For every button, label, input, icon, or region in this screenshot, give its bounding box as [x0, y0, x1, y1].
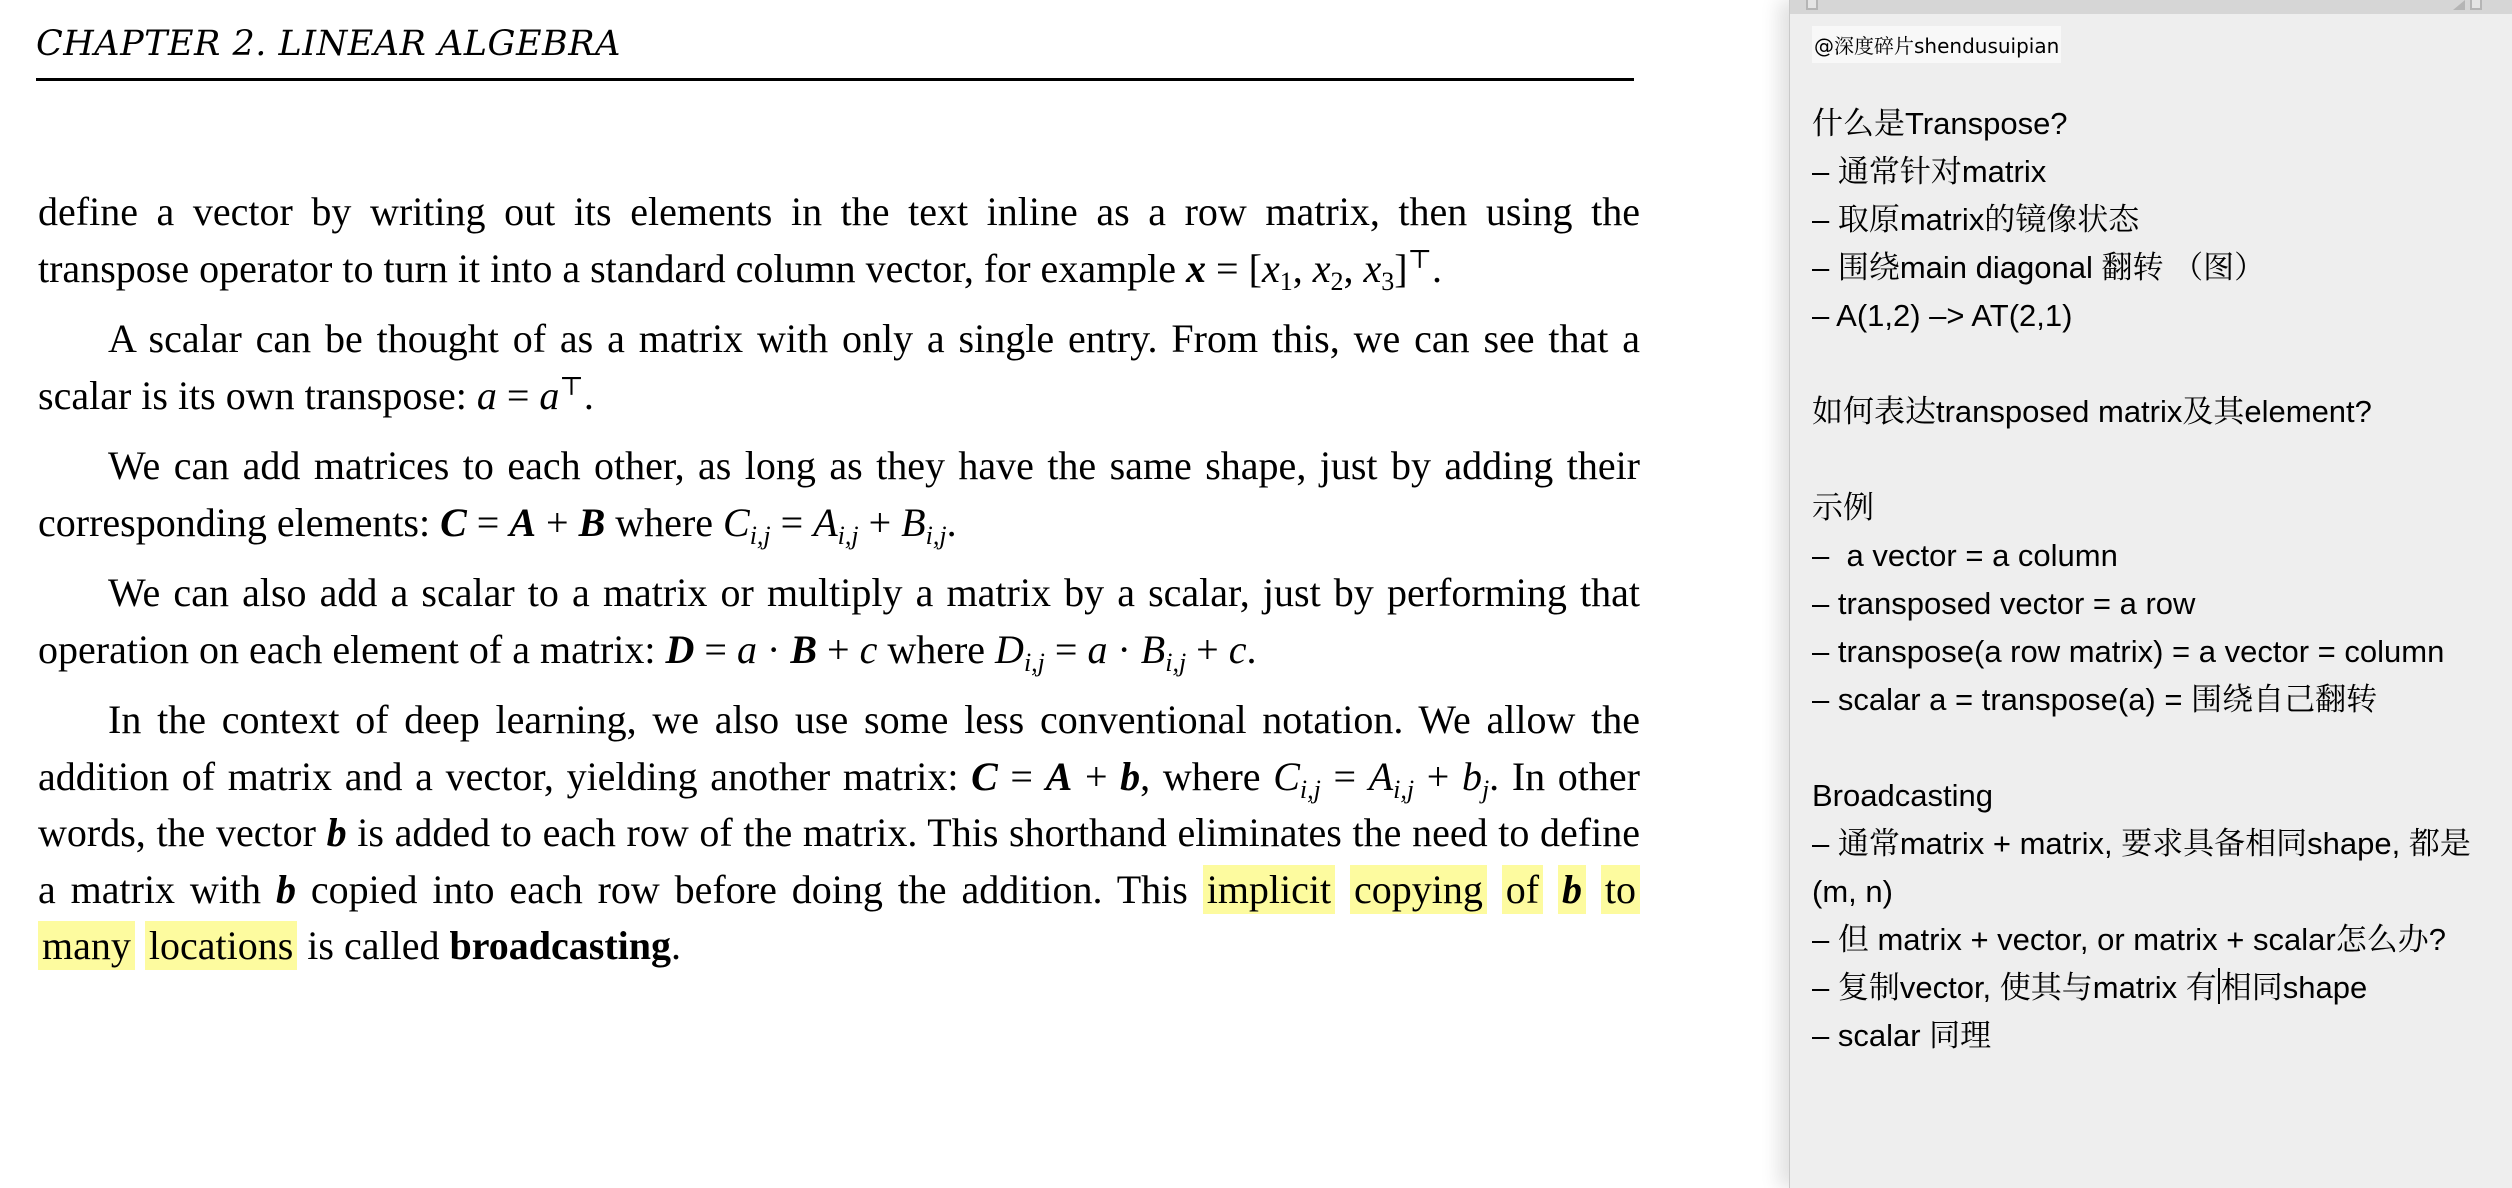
math-Bij: B [1140, 626, 1166, 672]
note-line[interactable]: 什么是Transpose? [1812, 106, 2068, 141]
note-line[interactable] [1812, 724, 2492, 772]
note-line[interactable] [1812, 436, 2492, 484]
note-line[interactable]: – 通常针对matrix [1812, 154, 2047, 189]
math-a: a [736, 626, 757, 672]
close-icon[interactable] [1806, 0, 1818, 10]
subscript: i,j [749, 520, 771, 550]
math-a: a [539, 372, 560, 418]
math-a: a [476, 372, 497, 418]
math-sep: , [1292, 245, 1313, 291]
math-x: x [1186, 245, 1207, 291]
math-Cij: C [1273, 753, 1300, 799]
subscript: 3 [1381, 266, 1395, 296]
highlighted-word[interactable]: many [38, 921, 135, 970]
note-line[interactable]: 示例 [1812, 490, 1874, 525]
running-head: CHAPTER 2. LINEAR ALGEBRA [36, 24, 621, 64]
math-c: c [859, 626, 878, 672]
resize-icon[interactable] [2453, 0, 2465, 10]
note-line[interactable]: – scalar a = transpose(a) = 围绕自己翻转 [1812, 682, 2378, 717]
subscript: i,j [1023, 647, 1045, 677]
math-eq: = [694, 626, 737, 672]
text: define a vector by writing out its elements in the text inline as a row matrix, then using the transpose operator to turn it into a standard column vector, for example [38, 189, 1640, 291]
text: where [877, 626, 996, 672]
transpose-symbol: ⊤ [1407, 244, 1433, 274]
period: . [1246, 626, 1257, 672]
term-broadcasting: broadcasting [449, 923, 671, 968]
period: . [583, 372, 594, 418]
math-Cij: C [723, 499, 750, 545]
period: . [671, 923, 681, 968]
text-caret [2218, 968, 2220, 1004]
watermark-label: @深度碎片shendusuipian [1812, 26, 2061, 63]
note-line[interactable]: – 但 matrix + vector, or matrix + scalar怎么办? [1812, 922, 2446, 957]
math-C: C [440, 499, 467, 545]
math-x2: x [1312, 245, 1331, 291]
text: is called [297, 923, 450, 968]
paragraph-vector-definition [38, 184, 1640, 297]
math-eq: = [770, 499, 814, 545]
math-eq: = [997, 753, 1046, 799]
math-eq: = [496, 372, 540, 418]
text: In the context of deep learning, we also use some less conventional notation. We allow the addition of matrix and a vector, yielding another matrix: [38, 697, 1640, 799]
subscript: i,j [1393, 774, 1415, 804]
text: , where [1140, 753, 1274, 799]
subscript: 1 [1279, 266, 1293, 296]
highlighted-word[interactable]: copying [1350, 865, 1487, 914]
text: . In other words, the vector [38, 753, 1640, 855]
math-x3: x [1363, 245, 1382, 291]
text: We can also add a scalar to a matrix or multiply a matrix by a scalar, just by performing that operation on each element of a matrix: [38, 570, 1640, 672]
math-B: B [578, 499, 606, 545]
math-B: B [790, 626, 817, 672]
subscript: i,j [1299, 774, 1321, 804]
text: is added to each row of the matrix. This shorthand eliminates the need to define a matrix with [38, 810, 1640, 912]
math-bracket: ] [1394, 245, 1408, 291]
paragraph-scalar-operation [38, 565, 1640, 678]
text: We can add matrices to each other, as long as they have the same shape, just by adding their corresponding elements: [38, 443, 1640, 545]
math-eq: = [1044, 626, 1088, 672]
note-line[interactable]: – 取原matrix的镜像状态 [1812, 202, 2140, 237]
math-b: b [326, 810, 347, 855]
note-line[interactable]: – A(1,2) –> AT(2,1) [1812, 298, 2073, 333]
note-line[interactable]: – a vector = a column [1812, 538, 2118, 573]
notes-titlebar[interactable] [1790, 0, 2512, 14]
math-D: D [665, 626, 695, 672]
math-A: A [1045, 753, 1073, 799]
highlighted-word[interactable]: implicit [1203, 865, 1335, 914]
math-a: a [1087, 626, 1108, 672]
highlighted-math-b[interactable]: b [1558, 865, 1586, 914]
math-plus: + [1414, 753, 1462, 799]
math-x1: x [1261, 245, 1280, 291]
highlighted-word[interactable]: to [1601, 865, 1640, 914]
highlighted-word[interactable]: locations [145, 921, 297, 970]
note-line[interactable]: – scalar 同理 [1812, 1018, 1992, 1053]
page-body [38, 184, 1640, 989]
note-line[interactable]: – 通常matrix + matrix, 要求具备相同shape, 都是(m, n) [1812, 826, 2471, 909]
math-plus: + [1186, 626, 1229, 672]
math-eq: = [1320, 753, 1369, 799]
math-b: b [275, 866, 296, 912]
notes-editor[interactable] [1812, 100, 2492, 1060]
math-sep: , [1343, 245, 1364, 291]
math-plus: + [536, 499, 579, 545]
subscript: i,j [1165, 647, 1187, 677]
text: A scalar can be thought of as a matrix with only a single entry. From this, we can see that a scalar is its own transpose: [38, 316, 1640, 418]
note-line[interactable] [1812, 340, 2492, 388]
math-plus: + [858, 499, 902, 545]
math-Aij: A [1368, 753, 1394, 799]
period: . [946, 499, 957, 545]
note-line[interactable]: – 围绕main diagonal 翻转 （图） [1812, 250, 2266, 285]
math-c: c [1228, 626, 1247, 672]
subscript: j [1481, 774, 1490, 804]
highlighted-word[interactable]: of [1502, 865, 1543, 914]
period: . [1432, 245, 1443, 291]
math-bj: b [1461, 753, 1482, 799]
paragraph-broadcasting [38, 692, 1640, 975]
math-eq: = [ [1206, 245, 1262, 291]
text: 相同shape [2220, 970, 2368, 1005]
math-plus: + [817, 626, 860, 672]
math-dot: · [756, 626, 791, 672]
transpose-symbol: ⊤ [559, 371, 584, 401]
math-Bij: B [901, 499, 926, 545]
math-plus: + [1072, 753, 1121, 799]
subscript: i,j [925, 520, 947, 550]
math-Dij: D [995, 626, 1024, 672]
math-A: A [509, 499, 537, 545]
header-rule [36, 78, 1634, 81]
math-C: C [971, 753, 998, 799]
text: where [605, 499, 724, 545]
math-Aij: A [813, 499, 838, 545]
paragraph-matrix-addition [38, 438, 1640, 551]
math-b: b [1120, 753, 1141, 799]
subscript: 2 [1330, 266, 1344, 296]
subscript: i,j [837, 520, 859, 550]
paragraph-scalar-transpose [38, 311, 1640, 424]
note-line[interactable]: 如何表达transposed matrix及其element? [1812, 394, 2372, 429]
math-eq: = [466, 499, 510, 545]
note-line[interactable]: Broadcasting [1812, 778, 1993, 813]
note-line-with-caret[interactable] [1812, 964, 2492, 1012]
notes-panel[interactable] [1789, 0, 2512, 1188]
math-dot: · [1107, 626, 1141, 672]
text: copied into each row before doing the addition. This [295, 866, 1203, 912]
note-line[interactable]: – transpose(a row matrix) = a vector = column [1812, 634, 2445, 669]
text: – 复制vector, 使其与matrix 有 [1812, 970, 2217, 1005]
maximize-icon[interactable] [2470, 0, 2482, 10]
note-line[interactable]: – transposed vector = a row [1812, 586, 2196, 621]
